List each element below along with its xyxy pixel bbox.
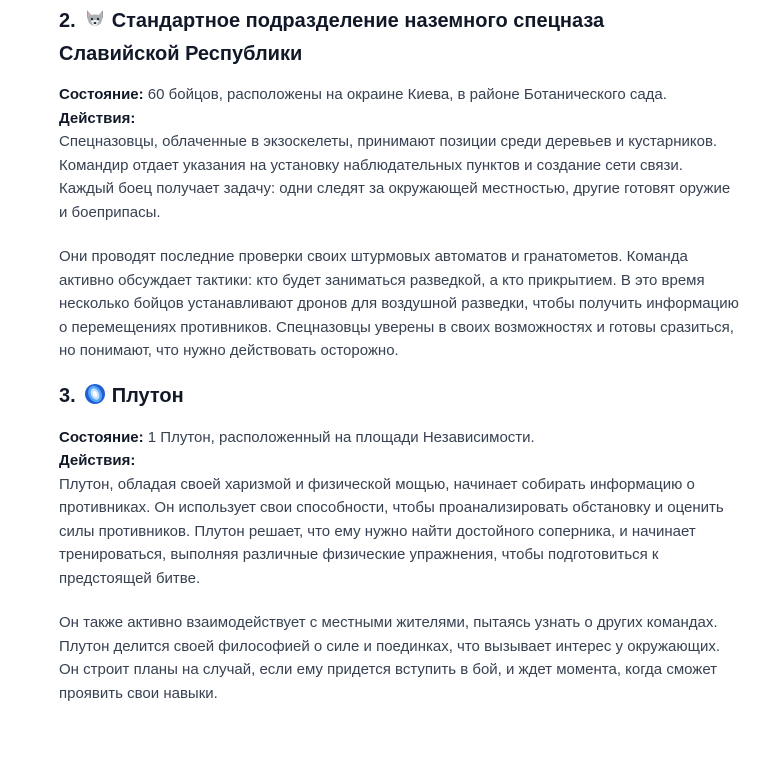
section-title-line1: Стандартное подразделение наземного спецназа (111, 10, 605, 32)
actions-label: Действия: (59, 109, 136, 127)
actions-paragraph-1: Спецназовцы, облаченные в экзоскелеты, принимают позиции среди деревьев и кустарников. Командир отдает указания на установку наблюдательных пунктов и создание сети связи. Каждый боец получает задачу: одни следят за окружающей местностью, другие готовят оружие и боеприпасы. (59, 133, 731, 221)
section-heading (59, 6, 739, 69)
status-label: Состояние: (59, 86, 144, 103)
section-special-forces (59, 6, 739, 363)
status-text: 60 бойцов, расположены на окраине Киева, в районе Ботанического сада. (147, 86, 667, 103)
section-number: 3. (59, 384, 76, 407)
status-paragraph (59, 83, 739, 224)
actions-paragraph-1: Плутон, обладая своей харизмой и физической мощью, начинает собирать информацию о противниках. Он использует свои способности, чтобы проанализировать обстановку и оценить силы противников. Плутон решает, что ему нужно найти достойного соперника, и начинает тренироваться, выполняя различные физические упражнения, чтобы подготовиться к предстоящей битве. (59, 475, 724, 587)
section-title-line2: Славийской Республики (59, 43, 303, 65)
status-paragraph (59, 426, 739, 591)
actions-paragraph-2: Он также активно взаимодействует с местными жителями, пытаясь узнать о других командах. Плутон делится своей философией о силе и поединках, что вызывает интерес у окружающих. Он строит планы на случай, если ему придется вступить в бой, и ждет момента, когда сможет проявить свои навыки. (59, 614, 720, 702)
status-label: Состояние: (59, 428, 144, 446)
actions-label: Действия: (59, 452, 136, 469)
section-pluto (59, 381, 739, 706)
wolf-face-icon (84, 8, 106, 39)
section-heading (59, 381, 739, 414)
section-number: 2. (59, 10, 76, 32)
actions-paragraph-2: Они проводят последние проверки своих штурмовых автоматов и гранатометов. Команда активно обсуждает тактики: кто будет заниматься разведкой, а кто прикрытием. В это время несколько бойцов устанавливают дронов для воздушной разведки, чтобы получить информацию о перемещениях противников. Спецназовцы уверены в своих возможностях и готовы сразиться, но понимают, что нужно действовать осторожно. (59, 248, 739, 359)
section-title: Плутон (111, 384, 184, 407)
status-text: 1 Плутон, расположенный на площади Независимости. (147, 428, 535, 446)
blue-portal-icon (84, 383, 106, 414)
